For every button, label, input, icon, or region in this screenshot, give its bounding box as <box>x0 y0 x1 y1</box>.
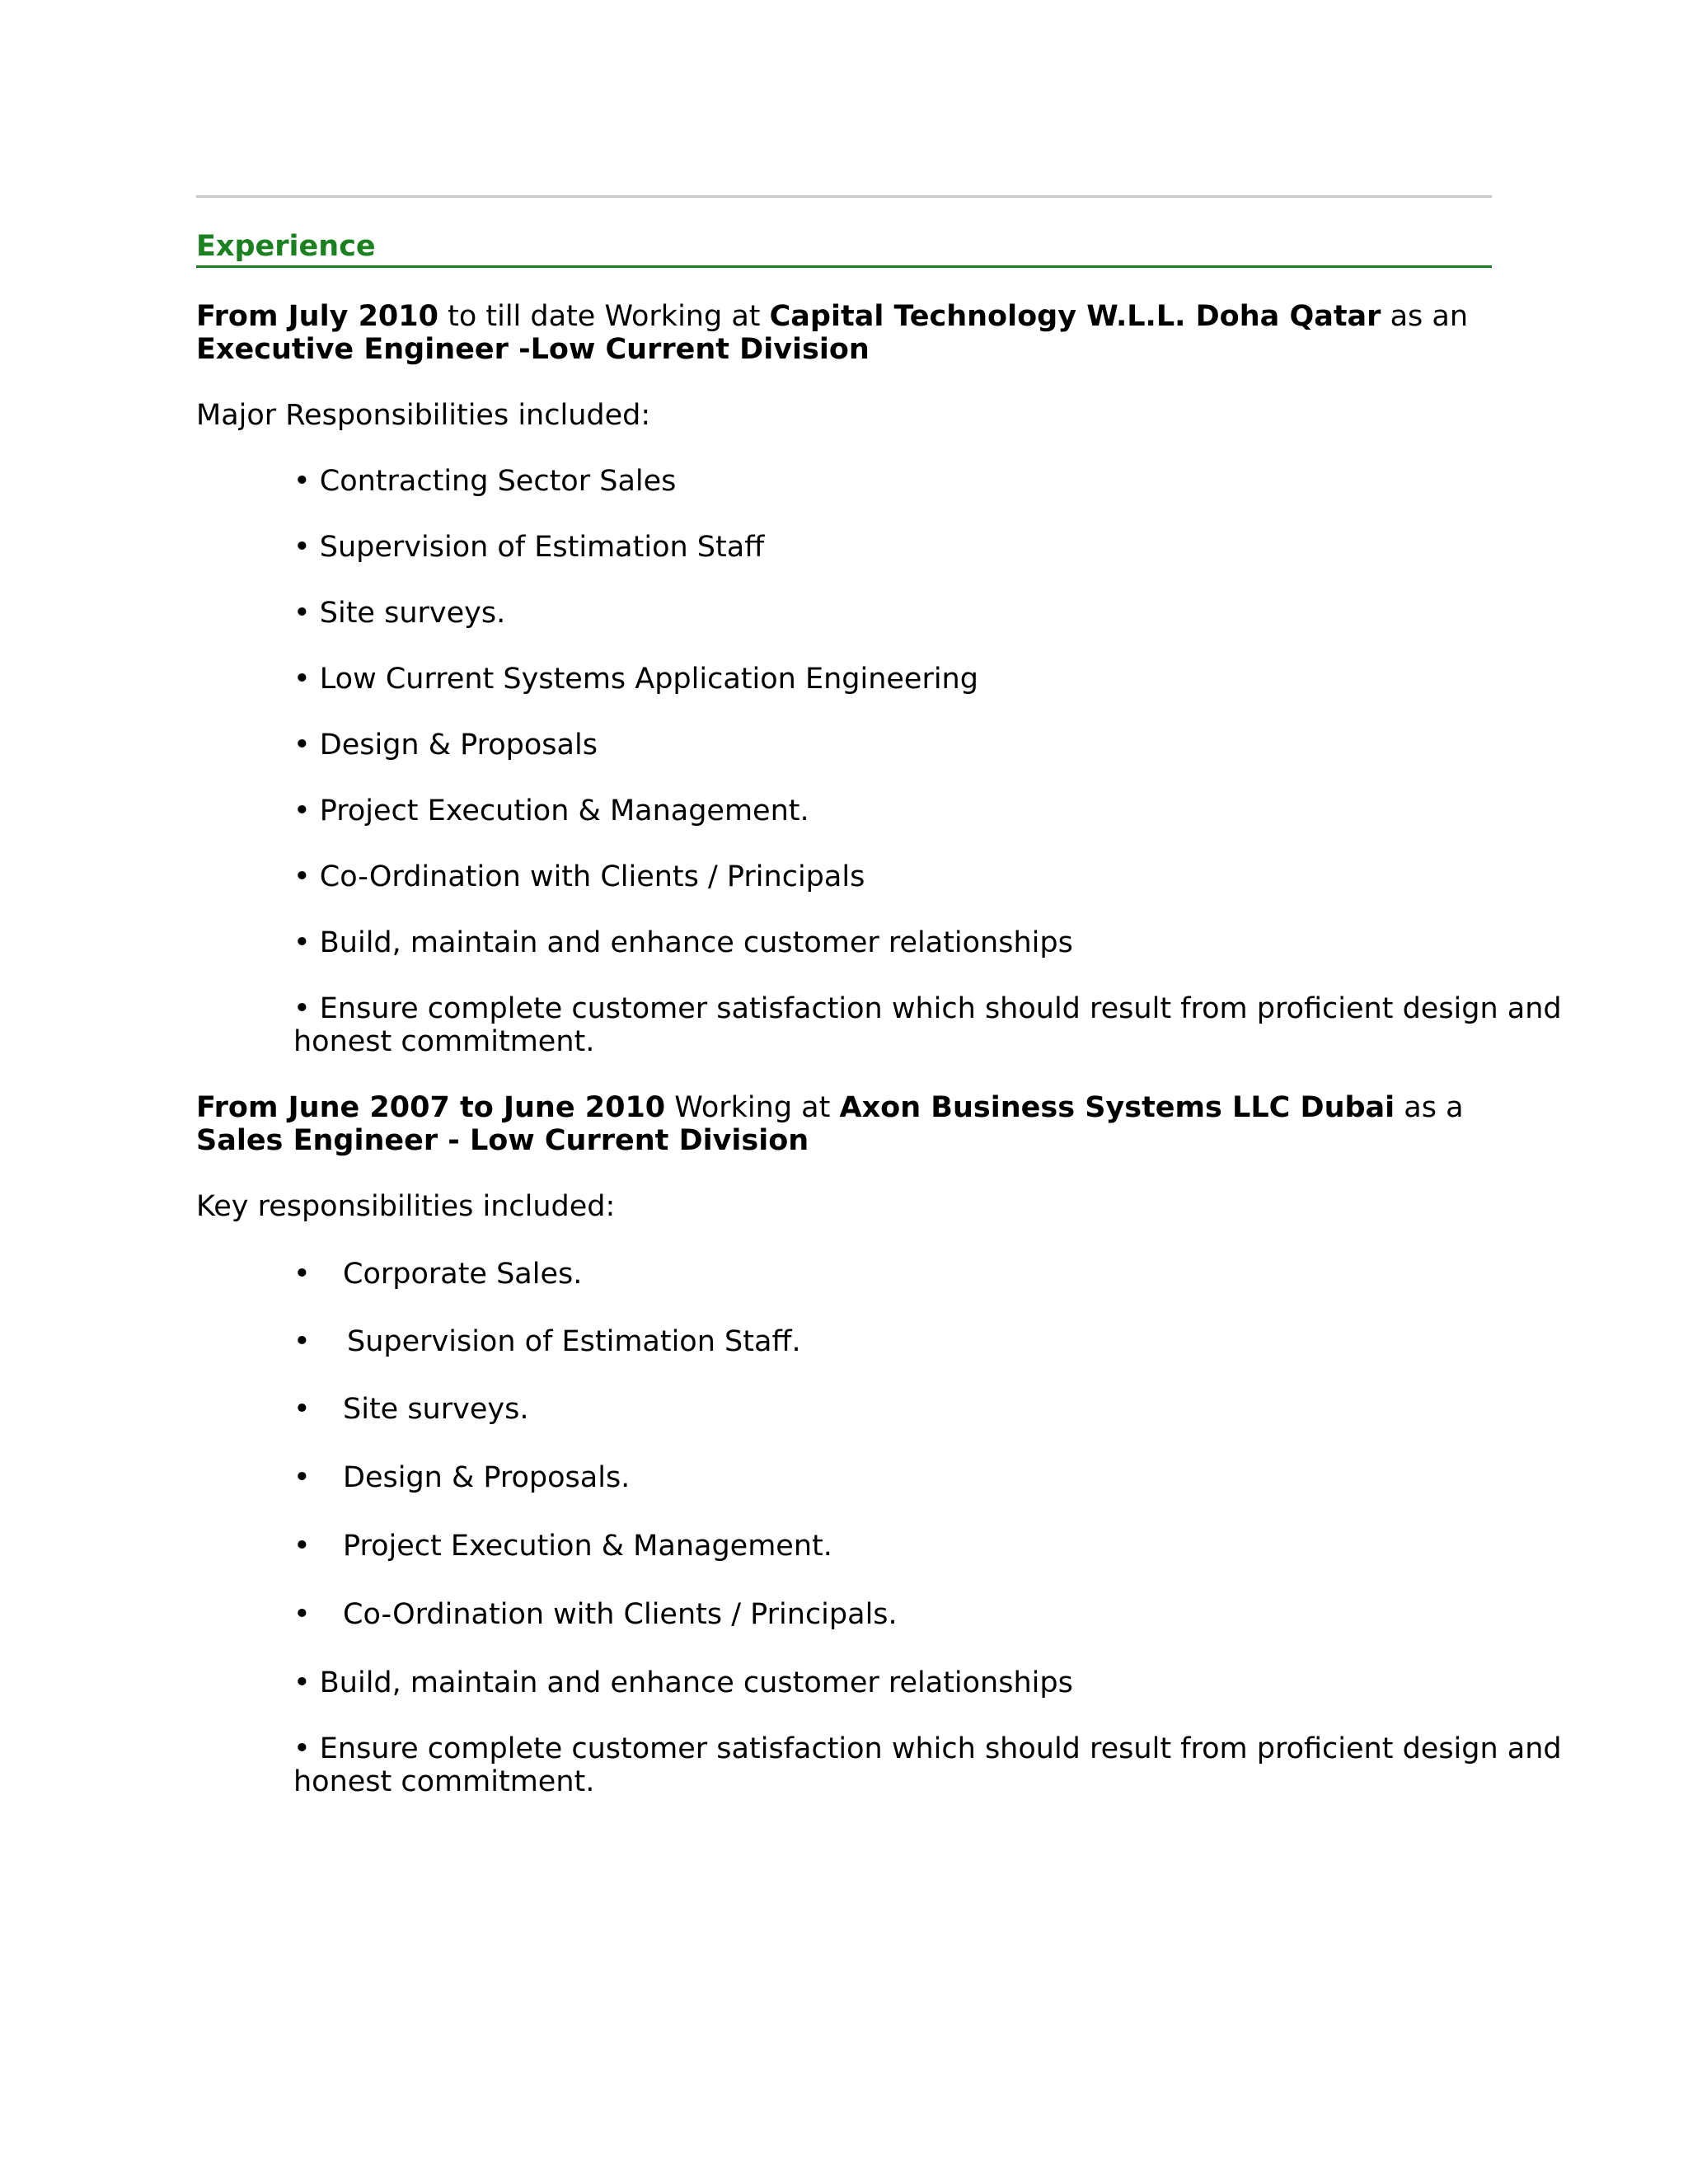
job2-item: • Ensure complete customer satisfaction which should result from proficient design and <box>293 1732 1562 1765</box>
job1-mid-text: to till date Working at <box>438 300 770 333</box>
job1-item: • Design & Proposals <box>293 729 598 762</box>
job2-bullet-dot: • <box>293 1325 311 1358</box>
job2-item: Design & Proposals. <box>343 1461 631 1494</box>
job1-company: Capital Technology W.L.L. Doha Qatar <box>769 300 1381 333</box>
job1-item: • Project Execution & Management. <box>293 794 809 827</box>
job2-from-date: From June 2007 to June 2010 <box>196 1091 666 1124</box>
job1-item: • Co-Ordination with Clients / Principals <box>293 860 865 893</box>
job1-title-line <box>196 333 870 366</box>
job2-item: Supervision of Estimation Staff. <box>347 1325 801 1358</box>
job2-item: Corporate Sales. <box>343 1258 583 1291</box>
job1-item: • Build, maintain and enhance customer relationships <box>293 926 1073 959</box>
job2-bullet-dot: • <box>293 1461 311 1494</box>
job2-responsibilities-label: Key responsibilities included: <box>196 1190 616 1223</box>
job1-item: • Contracting Sector Sales <box>293 465 677 498</box>
job2-mid-text: Working at <box>665 1091 840 1124</box>
job2-bullet-dot: • <box>293 1530 311 1563</box>
job2-item: Project Execution & Management. <box>343 1530 832 1563</box>
job2-item-continuation: honest commitment. <box>293 1765 595 1798</box>
job2-header-line <box>196 1091 1464 1124</box>
job1-title: Executive Engineer -Low Current Division <box>196 333 870 366</box>
job1-header-line <box>196 300 1468 333</box>
job1-item-continuation: honest commitment. <box>293 1025 595 1058</box>
job1-from-date: From July 2010 <box>196 300 438 333</box>
top-divider <box>196 195 1492 198</box>
job2-item: Site surveys. <box>343 1393 529 1426</box>
job1-item: • Site surveys. <box>293 597 506 630</box>
job1-as-text: as an <box>1381 300 1469 333</box>
job1-item: • Supervision of Estimation Staff <box>293 531 765 564</box>
section-heading-experience: Experience <box>196 229 1492 268</box>
job2-as-text: as a <box>1395 1091 1464 1124</box>
document-page <box>196 0 1562 2184</box>
job2-item: • Build, maintain and enhance customer relationships <box>293 1666 1073 1699</box>
job1-responsibilities-label: Major Responsibilities included: <box>196 399 651 432</box>
job2-bullet-dot: • <box>293 1393 311 1426</box>
job2-bullet-dot: • <box>293 1258 311 1291</box>
job2-bullet-dot: • <box>293 1598 311 1631</box>
job1-item: • Low Current Systems Application Engineering <box>293 663 978 696</box>
job1-item: • Ensure complete customer satisfaction which should result from proficient design and <box>293 992 1562 1025</box>
job2-item: Co-Ordination with Clients / Principals. <box>343 1598 898 1631</box>
job2-company: Axon Business Systems LLC Dubai <box>839 1091 1395 1124</box>
job2-title-line <box>196 1124 809 1157</box>
job2-title: Sales Engineer - Low Current Division <box>196 1124 809 1157</box>
